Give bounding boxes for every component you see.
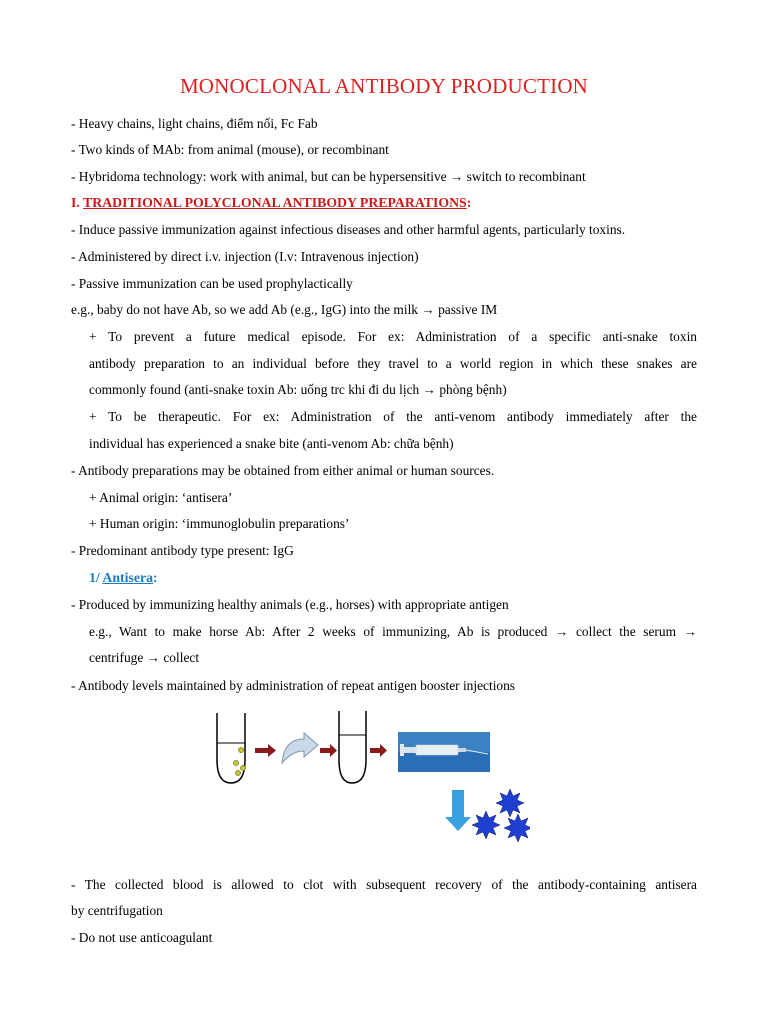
text-line: + Human origin: ‘immunoglobulin preparations’ bbox=[89, 516, 350, 531]
text-line: + Animal origin: ‘antisera’ bbox=[89, 490, 233, 505]
text-line: - Passive immunization can be used prophylactically bbox=[71, 276, 353, 291]
text-line: - Induce passive immunization against infectious diseases and other harmful agents, particularly toxins. bbox=[71, 222, 626, 237]
subsection-heading bbox=[89, 570, 158, 586]
text-line: individual has experienced a snake bite (anti-venom Ab: chữa bệnh) bbox=[89, 436, 454, 451]
antibody-star-icon bbox=[496, 789, 524, 817]
right-arrow-icon bbox=[255, 744, 276, 757]
test-tube-icon bbox=[217, 713, 246, 783]
down-arrow-icon bbox=[445, 790, 471, 831]
text-line: - Predominant antibody type present: IgG bbox=[71, 543, 294, 558]
subsection-colon: : bbox=[153, 570, 158, 585]
text-line: by centrifugation bbox=[71, 903, 163, 918]
page-title: MONOCLONAL ANTIBODY PRODUCTION bbox=[179, 74, 589, 98]
text-line: + To be therapeutic. For ex: Administration of the anti-venom antibody immediately after the bbox=[89, 409, 697, 424]
text-line: - Do not use anticoagulant bbox=[71, 930, 213, 945]
section-colon: : bbox=[466, 195, 472, 210]
curved-arrow-icon bbox=[282, 733, 318, 763]
right-arrow-icon bbox=[320, 744, 337, 757]
text-line: centrifuge → collect bbox=[89, 650, 200, 665]
text-line: - Antibody levels maintained by administration of repeat antigen booster injections bbox=[71, 678, 516, 693]
text-line: - Produced by immunizing healthy animals (e.g., horses) with appropriate antigen bbox=[71, 597, 509, 612]
text-line: - Antibody preparations may be obtained from either animal or human sources. bbox=[71, 463, 495, 478]
text-line: - The collected blood is allowed to clot with subsequent recovery of the antibody-containing antisera bbox=[71, 877, 697, 892]
right-arrow-icon bbox=[370, 744, 387, 757]
text-line: + To prevent a future medical episode. For ex: Administration of a specific anti-snake toxin bbox=[89, 329, 697, 344]
text-line: antibody preparation to an individual before they travel to a world region in which these snakes are bbox=[89, 356, 697, 371]
section-heading bbox=[71, 195, 471, 211]
subsection-number: 1/ bbox=[89, 570, 103, 585]
antibody-star-icon bbox=[504, 814, 530, 842]
section-number: I. bbox=[71, 195, 84, 210]
text-line: e.g., baby do not have Ab, so we add Ab (e.g., IgG) into the milk → passive IM bbox=[71, 302, 498, 317]
section-title: TRADITIONAL POLYCLONAL ANTIBODY PREPARATIONS bbox=[83, 195, 467, 210]
text-line: commonly found (anti-snake toxin Ab: uống trc khi đi du lịch → phòng bệnh) bbox=[89, 382, 507, 397]
text-line: - Heavy chains, light chains, điểm nối, Fc Fab bbox=[71, 116, 318, 131]
text-line: - Two kinds of MAb: from animal (mouse), or recombinant bbox=[71, 142, 389, 157]
antisera-process-figure bbox=[200, 705, 530, 865]
text-line: - Hybridoma technology: work with animal, but can be hypersensitive → switch to recombinant bbox=[71, 169, 586, 184]
subsection-title: Antisera bbox=[102, 570, 154, 585]
text-line: e.g., Want to make horse Ab: After 2 weeks of immunizing, Ab is produced → collect the serum → bbox=[89, 624, 697, 639]
text-line: - Administered by direct i.v. injection (I.v: Intravenous injection) bbox=[71, 249, 419, 264]
syringe-icon bbox=[398, 732, 490, 772]
empty-tube-icon bbox=[339, 711, 366, 783]
antibody-star-icon bbox=[472, 811, 500, 839]
